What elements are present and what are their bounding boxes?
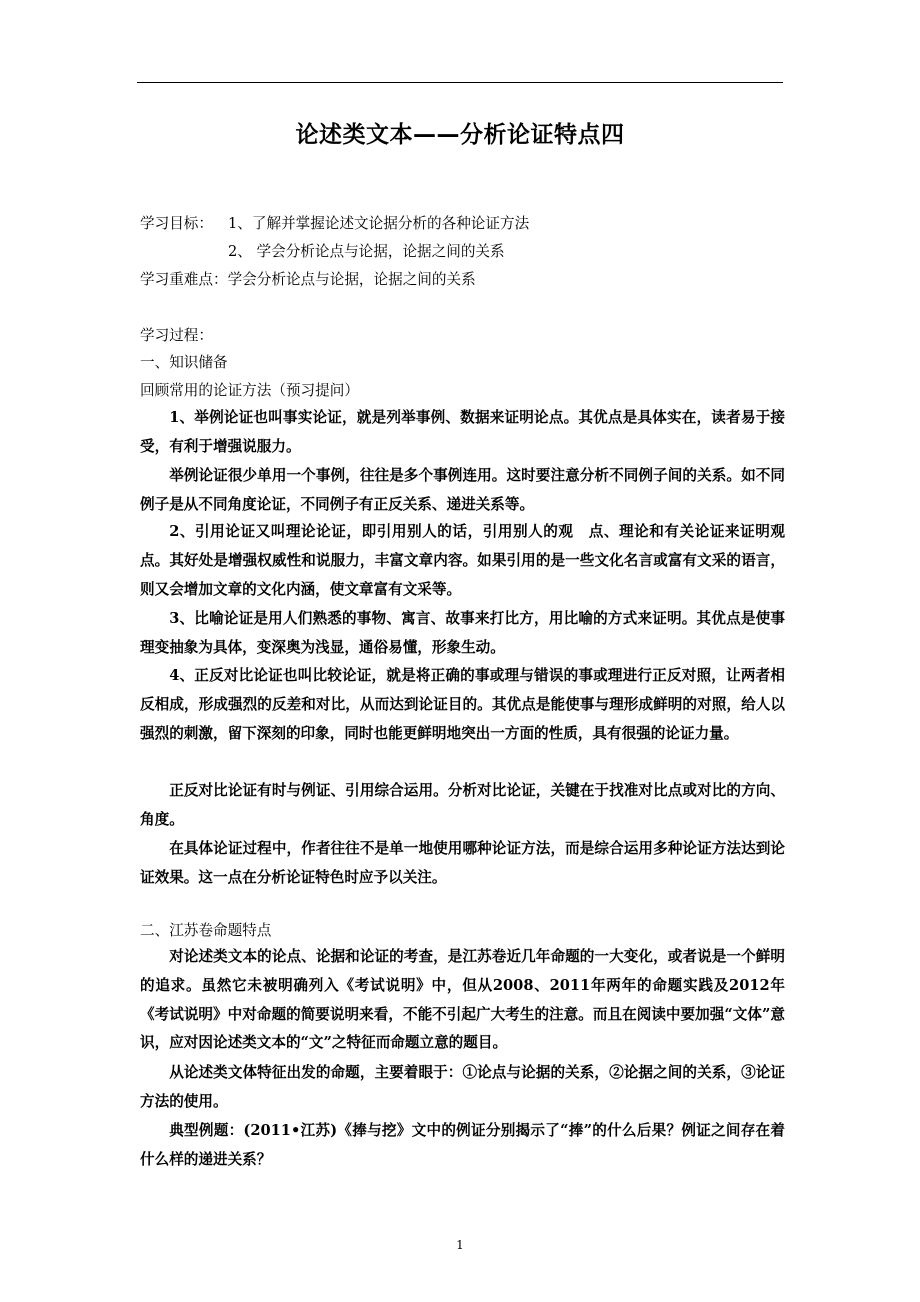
paragraph-question-focus: 从论述类文体特征出发的命题，主要着眼于：①论点与论据的关系，②论据之间的关系，③论证方法的使用。 (140, 1064, 785, 1110)
paragraph-contrast-combined: 正反对比论证有时与例证、引用综合运用。分析对比论证，关键在于找准对比点或对比的方向、角度。 (140, 782, 785, 828)
paragraph-typical-example: 典型例题：(2011•江苏)《捧与挖》文中的例证分别揭示了“捧”的什么后果？例证之间存在着什么样的递进关系？ (140, 1122, 785, 1168)
header-rule (137, 82, 783, 83)
paragraph-contrast-argument: 4、正反对比论证也叫比较论证，就是将正确的事或理与错误的事或理进行正反对照，让两者相反相成，形成强烈的反差和对比，从而达到论证目的。其优点是能使事与理形成鲜明的对照，给人以强烈的刺激，留下深刻的印象，同时也能更鲜明地突出一方面的性质，具有很强的论证力量。 (140, 667, 785, 742)
paragraph-example-argument: 1、举例论证也叫事实论证，就是列举事例、数据来证明论点。其优点是具体实在，读者易于接受，有利于增强说服力。 (140, 409, 785, 455)
review-line: 回顾常用的论证方法（预习提问） (140, 382, 359, 399)
paragraph-citation-argument: 2、引用论证又叫理论论证，即引用别人的话，引用别人的观 点、理论和有关论证来证明观点。其好处是增强权威性和说服力，丰富文章内容。如果引用的是一些文化名言或富有文采的语言，则又会增加文章的文化内涵，使文章富有文采等。 (140, 523, 785, 598)
objective-2: 2、 学会分析论点与论据，论据之间的关系 (228, 243, 505, 260)
page-title: 论述类文本——分析论证特点四 (295, 122, 625, 148)
paragraph-combined-methods: 在具体论证过程中，作者往往不是单一地使用哪种论证方法，而是综合运用多种论证方法达到论证效果。这一点在分析论证特色时应予以关注。 (140, 840, 785, 886)
section-heading-1: 一、知识储备 (140, 354, 228, 371)
key-points: 学习重难点：学会分析论点与论据，论据之间的关系 (140, 271, 476, 288)
page-number: 1 (456, 1238, 464, 1252)
paragraph-metaphor-argument: 3、比喻论证是用人们熟悉的事物、寓言、故事来打比方，用比喻的方式来证明。其优点是使事理变抽象为具体，变深奥为浅显，通俗易懂，形象生动。 (140, 610, 785, 656)
process-heading: 学习过程： (140, 327, 213, 344)
paragraph-jiangsu-features: 对论述类文本的论点、论据和论证的考查，是江苏卷近几年命题的一大变化，或者说是一个鲜明的追求。虽然它未被明确列入《考试说明》中，但从2008、2011年两年的命题实践及2012年《考试说明》中对命题的简要说明来看，不能不引起广大考生的注意。而且在阅读中要加强“文体”意识，应对因论述类文本的“文”之特征而命题立意的题目。 (140, 948, 785, 1052)
objectives-label: 学习目标： (140, 215, 213, 232)
paragraph-example-multiple: 举例论证很少单用一个事例，往往是多个事例连用。这时要注意分析不同例子间的关系。如不同例子是从不同角度论证，不同例子有正反关系、递进关系等。 (140, 467, 785, 513)
objective-1: 1、了解并掌握论述文论据分析的各种论证方法 (228, 215, 530, 232)
section-heading-2: 二、江苏卷命题特点 (140, 922, 272, 939)
